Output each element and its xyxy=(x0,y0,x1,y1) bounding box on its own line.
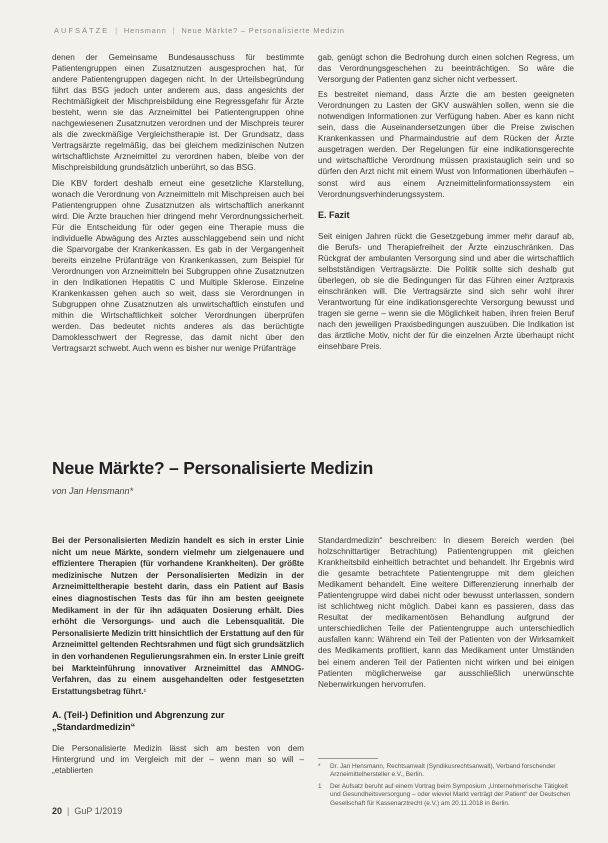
running-head-title: Neue Märkte? – Personalisierte Medizin xyxy=(181,26,345,35)
running-head-author: Hensmann xyxy=(123,26,167,35)
fazit-paragraph: Seit einigen Jahren rückt die Gesetzgebung immer mehr darauf ab, die Berufs- und Therapiefreiheit der Ärzte einzuschränken. Das Rückgrat der ambulanten Versorgung sind und aber die wirtschaftlich selbstständigen Vertragsärzte. Die Politik sollte sich deshalb gut überlegen, ob sie die Bedingungen für das Führen einer Arztpraxis einschränken will. Die Vertragsärzte sind sich sehr wohl ihrer Verantwortung für eine indikationsgerechte Versorgung bewusst und tragen sie gerne – wenn sie die Möglichkeit haben, ihren freien Beruf nach den jeweiligen Praxisbedingungen auszuüben. Die Indikation ist das ärztliche Motiv, nicht der für die einzelnen Ärzte überhaupt nicht einsehbare Preis. xyxy=(318,231,574,352)
bottom-left-column xyxy=(52,535,304,780)
running-head: AUFSÄTZE | Hensmann | Neue Märkte? – Personalisierte Medizin xyxy=(54,26,345,35)
page-number: 20 xyxy=(52,806,63,816)
footnote-text: Dr. Jan Hensmann, Rechtsanwalt (Syndikusrechtsanwalt), Verband forschender Arzneimittelhersteller e.V., Berlin. xyxy=(330,763,556,779)
footnote-marker: 1 xyxy=(318,782,322,790)
body-paragraph: Die KBV fordert deshalb erneut eine gesetzliche Klarstellung, wonach die Verordnung von Arzneimitteln mit Mischpreisen auch bei Patientengruppen ohne Zusatznutzen als wirtschaftlich anerkannt wird. Die Ärzte brauchen hier dringend mehr Verordnungssicherheit. Für die Entscheidung für oder gegen eine Therapie muss die individuelle Abwägung des Arztes ausschlaggebend sein und nicht die Sparvorgabe der Krankenkassen. Es gab in der Vergangenheit bereits einzelne Prüfanträge von Krankenkassen, zum Beispiel für Verordnungen von Arzneimitteln bei Subgruppen ohne Zusatznutzen in den Indikationen Hepatitis C und Multiple Sklerose. Einzelne Krankenkassen gehen auch so weit, dass sie Verordnungen in Subgruppen ohne Zusatznutzen als unwirtschaftlich einstufen und mithin die Wirtschaftlichkeit solcher Verordnungen überprüfen werden. Das bedeutet nichts anderes als das berüchtigte Damoklesschwert der Regresse, das damit nicht über den Vertragsarzt schwebt. Auch wenn es bisher nur wenige Prüfanträge xyxy=(52,178,304,354)
bottom-right-column xyxy=(318,535,574,694)
article-abstract: Bei der Personalisierten Medizin handelt es sich in erster Linie nicht um neue Märkte, sondern vielmehr um zielgenauere und effizientere Therapien (für vorhandene Krankheiten). Der größte medizinische Nutzen der Personalisierten Medizin in der Arzneimitteltherapie besteht darin, dass ein Patient auf Basis eines diagnostischen Tests das für ihn am besten geeignete Medikament in der für ihn adäquaten Dosierung erhält. Dies erhöht die Versorgungs- und auch die Lebensqualität. Die Personalisierte Medizin tritt hinsichtlich der Erstattung auf den für Arzneimittel geltenden Rechtsrahmen und fügt sich grundsätzlich in den vorhandenen Regulierungsrahmen ein. In erster Linie greift bei Markteinführung innovativer Arzneimittel das AMNOG-Verfahren, das zu einem ausgehandelten oder festgesetzten Erstattungsbetrag führt.¹ xyxy=(52,536,304,696)
article-title: Neue Märkte? – Personalisierte Medizin xyxy=(52,458,374,478)
footnote xyxy=(318,783,574,808)
body-paragraph: gab, genügt schon die Bedrohung durch einen solchen Regress, um das Verordnungsgeschehen zu beeinträchtigen. So wäre die Versorgung der Patienten ganz sicher nicht verbessert. xyxy=(318,53,574,85)
body-paragraph: Die Personalisierte Medizin lässt sich am besten von dem Hintergrund und im Vergleich mit der – wenn man so will – „etablierten xyxy=(52,744,304,776)
footnote-rule xyxy=(318,758,378,759)
body-paragraph: Standardmedizin“ beschreiben: In diesem Bereich werden (bei holzschnittartiger Betrachtung) Patientengruppen mit gleichen Krankheitsbild einheitlich betrachtet und behandelt. Ihr Ergebnis wird die gesamte betrachtete Patientengruppe mit dem gleichen Medikament behandelt. Eine weitere Differenzierung innerhalb der Patientengruppe wird dabei nicht oder bewusst unterlassen, sondern ist schlichtweg nicht möglich. Dabei kann es passieren, dass das Resultat der medikamentösen Behandlung aufgrund der unterschiedlichen Teile der Patientengruppe auch unterschiedlich ausfallen kann: Während ein Teil der Patienten von der Wirksamkeit des Medikaments profitiert, kann das Medikament unter Umständen bei einem anderen Teil der Patienten nicht wirken und bei einigen Patienten möglicherweise gar ausschließlich unerwünschte Nebenwirkungen hervorrufen. xyxy=(318,536,574,689)
page-folio: 20 | GuP 1/2019 xyxy=(52,806,123,816)
top-left-column xyxy=(52,52,304,358)
body-paragraph: Es bestreitet niemand, dass Ärzte die am besten geeigneten Verordnungen zu Lasten der GKV auswählen sollen, wenn sie die notwendigen Informationen zur Verfügung haben. Aber es kann nicht sein, dass die Auseinandersetzungen über die Preise zwischen Krankenkassen und Pharmaindustrie auf dem Rücken der Ärzte ausgetragen werden. Der Regelungen für eine indikationsgerechte und wirtschaftliche Verordnung müssen praxistauglich sein und so dürfen den Arzt nicht mit einem Wust von Informationen überhäufen – sonst wird aus einem Arzneimittelinformationssystem ein Verordnungsverhinderungssystem. xyxy=(318,90,574,199)
body-paragraph: denen der Gemeinsame Bundesausschuss für bestimmte Patientengruppen einen Zusatznutzen ausgesprochen hat, für andere Patientengruppen dagegen nicht. In der Urteilsbegründung führt das BSG jedoch unter anderem aus, dass angesichts der Rechtmäßigkeit der Mischpreisbildung eine Regressgefahr für Ärzte besteht, wenn sie das Arzneimittel bei Patientengruppen ohne nachgewiesenen Zusatznutzen verordnen und der Mischpreis teurer als die zweckmäßige Vergleichstherapie ist. Der Grundsatz, dass Vertragsärzte regelmäßig, das bei gleichem medizinischen Nutzen wirtschaftlichste Arzneimittel zu verordnen haben, bleibe von der Mischpreisbildung grundsätzlich unberührt, so das BSG. xyxy=(52,53,304,173)
footnotes xyxy=(318,758,574,811)
footnote-text: Der Aufsatz beruht auf einem Vortrag beim Symposium „Unternehmerische Tätigkeit und Gesundheitsversorgung – oder wieviel Markt verträgt der Patient“ der Deutschen Gesellschaft für Kassenarztrecht (e.V.) am 20.11.2018 in Berlin. xyxy=(330,782,571,807)
section-heading: A. (Teil-) Definition und Abgrenzung zur „Standardmedizin“ xyxy=(52,710,225,733)
fazit-heading: E. Fazit xyxy=(318,209,350,220)
footnote-marker: * xyxy=(318,763,321,770)
footnote xyxy=(318,763,574,780)
journal-issue: GuP 1/2019 xyxy=(74,806,123,816)
article-byline: von Jan Hensmann* xyxy=(52,486,134,496)
running-head-section: AUFSÄTZE xyxy=(54,26,110,35)
top-right-column xyxy=(318,52,574,356)
